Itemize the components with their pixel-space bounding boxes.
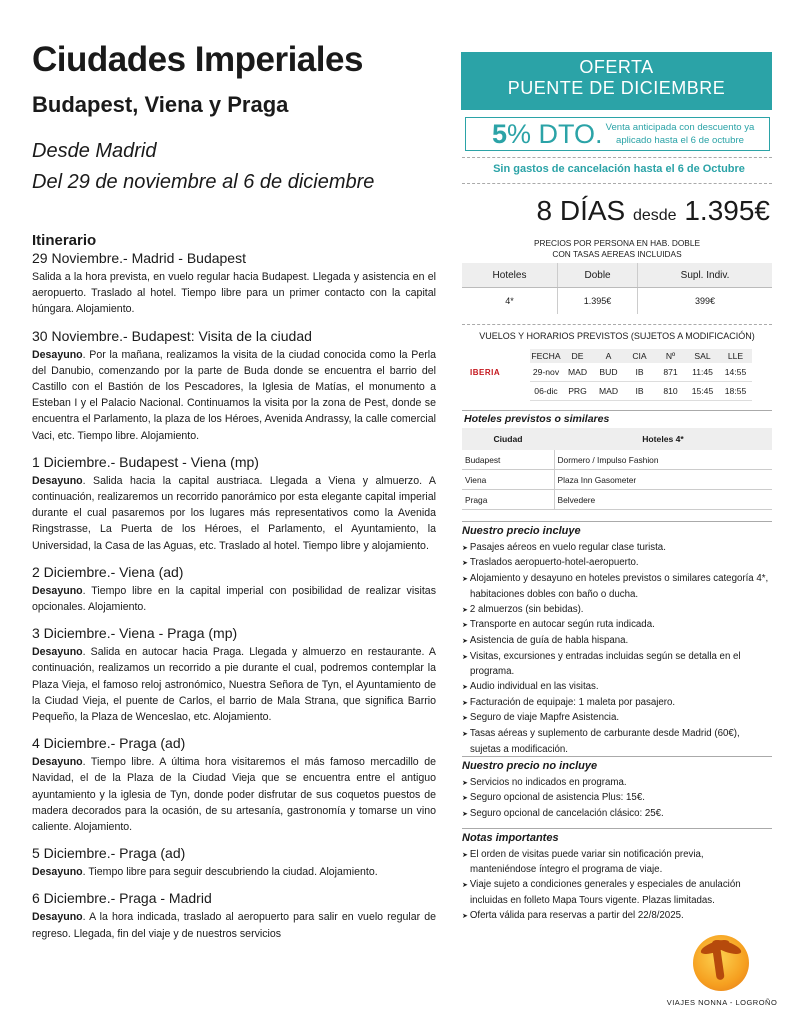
day-title: 29 Noviembre.- Madrid - Budapest xyxy=(32,250,246,266)
col-ciudad: Ciudad xyxy=(462,428,554,450)
includes-section xyxy=(462,521,772,758)
col-single: Supl. Indiv. xyxy=(638,263,772,288)
price-value: 1.395€ xyxy=(684,195,770,226)
day-title: 3 Diciembre.- Viena - Praga (mp) xyxy=(32,625,238,642)
day-title: 5 Diciembre.- Praga (ad) xyxy=(32,845,186,862)
page-subtitle: Budapest, Viena y Praga xyxy=(32,92,289,117)
excludes-title: Nuestro precio no incluye xyxy=(462,756,772,774)
day-text: Desayuno. Por la mañana, realizamos la visita de la ciudad conocida como la Perla del Danubio, comenzando por la parte de Buda donde se encuentra el barrio del Castillo con el Bastión de los Pescadores, la Iglesia de Matías, el monumento a Esteban I y el Palacio Nacional. Continuamos la visita por la zona de Pest, donde se encuentra el Parlamento, la plaza de los Héroes, Avenida Andrassy, la calle comercial Vaci, etc. Tiempo libre. Alojamiento. xyxy=(32,348,436,442)
day-text: Desayuno. Tiempo libre para seguir descubriendo la ciudad. Alojamiento. xyxy=(32,866,378,879)
day-2 xyxy=(32,328,436,444)
day-8 xyxy=(32,890,436,941)
discount-box xyxy=(465,117,770,151)
list-item: ➤ Seguro de viaje Mapfre Asistencia. xyxy=(462,711,772,727)
day-6 xyxy=(32,735,436,835)
day-title: 30 Noviembre.- Budapest: Visita de la ciudad xyxy=(32,327,312,344)
table-row: 29-nov MAD BUD IB 871 11:45 14:55 xyxy=(530,363,752,382)
flights-title: VUELOS Y HORARIOS PREVISTOS (SUJETOS A MODIFICACIÓN) xyxy=(479,331,755,341)
travel-dates: Del 29 de noviembre al 6 de diciembre xyxy=(32,171,375,193)
table-row: Viena Plaza Inn Gasometer xyxy=(462,470,772,490)
cell-double: 1.395€ xyxy=(558,288,638,315)
table-row: 06-dic PRG MAD IB 810 15:45 18:55 xyxy=(530,382,752,401)
notes-title: Notas importantes xyxy=(462,828,772,846)
agency-name: VIAJES NONNA - LOGROÑO xyxy=(666,998,778,1007)
day-text: Salida a la hora prevista, en vuelo regular hacia Budapest. Llegada y asistencia en el aeropuerto. Traslado al hotel. Tiempo libre para un primer contacto con la capital húngara. Alojamiento. xyxy=(32,271,436,316)
hotels-table xyxy=(462,428,772,510)
col-hoteles: Hoteles 4* xyxy=(554,428,772,450)
col-cia: CIA xyxy=(624,349,655,363)
day-text: Desayuno. Tiempo libre en la capital imperial con posibilidad de realizar visitas opcionales. Alojamiento. xyxy=(32,584,436,614)
list-item: ➤ Audio individual en las visitas. xyxy=(462,680,772,696)
page-title: Ciudades Imperiales xyxy=(32,40,363,79)
itinerary-heading: Itinerario xyxy=(32,232,97,249)
table-row: Praga Belvedere xyxy=(462,490,772,510)
day-7 xyxy=(32,845,436,880)
itinerary xyxy=(32,232,436,952)
day-text: Desayuno. A la hora indicada, traslado al aeropuerto para salir en vuelo regular de regreso. Llegada, fin del viaje y de nuestros servicios xyxy=(32,911,436,940)
days-count: 8 DÍAS xyxy=(536,195,626,226)
col-a: A xyxy=(593,349,624,363)
day-title: 2 Diciembre.- Viena (ad) xyxy=(32,563,184,580)
list-item: ➤ Seguro opcional de asistencia Plus: 15€. xyxy=(462,791,772,807)
list-item: ➤ Oferta válida para reservas a partir del 22/8/2025. xyxy=(462,909,772,925)
col-lle: LLE xyxy=(719,349,752,363)
list-item: ➤ Seguro opcional de cancelación clásico: 25€. xyxy=(462,807,772,823)
offer-line-2: PUENTE DE DICIEMBRE xyxy=(507,78,726,98)
includes-title: Nuestro precio incluye xyxy=(462,521,772,539)
divider xyxy=(462,410,772,411)
day-title: 1 Diciembre.- Budapest - Viena (mp) xyxy=(32,453,259,470)
cell-single: 399€ xyxy=(638,288,772,315)
list-item: ➤ Transporte en autocar según ruta indicada. xyxy=(462,618,772,634)
list-item: ➤ Asistencia de guía de habla hispana. xyxy=(462,634,772,650)
list-item: ➤ Viaje sujeto a condiciones generales y especiales de anulación incluidas en folleto Mapa Tours vigente. Plazas limitadas. xyxy=(462,878,772,908)
iberia-logo: IBERIA xyxy=(470,368,501,377)
list-item: ➤ Visitas, excursiones y entradas incluidas según se detalla en el programa. xyxy=(462,650,772,680)
hotels-title: Hoteles previstos o similares xyxy=(464,413,610,425)
divider xyxy=(462,183,772,184)
discount-note: Venta anticipada con descuento ya aplicado hasta el 6 de octubre xyxy=(605,122,755,146)
day-text: Desayuno. Tiempo libre. A última hora visitaremos el más famoso mercadillo de Navidad, el de la Plaza de la Ciudad Vieja que se encuentra entre el antiguo ayuntamiento y la iglesia de Tyn, donde poder disfrutar de sus coquetos puestos de madera decorados para la ocasión, de su artesanía, gastronomía y tomarse un vino caliente. Alojamiento. xyxy=(32,756,436,834)
discount-percent: 5% DTO. xyxy=(492,119,603,149)
cancellation-note: Sin gastos de cancelación hasta el 6 de Octubre xyxy=(493,163,745,175)
divider xyxy=(462,324,772,325)
col-fecha: FECHA xyxy=(531,351,561,361)
day-title: 6 Diciembre.- Praga - Madrid xyxy=(32,890,212,907)
col-num: Nº xyxy=(655,349,686,363)
list-item: ➤ Facturación de equipaje: 1 maleta por pasajero. xyxy=(462,696,772,712)
col-de: DE xyxy=(562,349,593,363)
day-5 xyxy=(32,625,436,725)
day-text: Desayuno. Salida en autocar hacia Praga. Llegada y almuerzo en restaurante. A continuación, realizamos un recorrido a pie durante el cual, podremos contemplar la Plaza Vieja, el famoso reloj astronómico, Nuestra Señora de Tyn, el Ayuntamiento de la Ciudad Vieja, el puente de Carlos, el barrio de Mala Strana, que significa Barrio Pequeño, la Plaza de Wenceslao, etc. Alojamiento. xyxy=(32,646,436,724)
col-hotels: Hoteles xyxy=(462,263,558,288)
day-4 xyxy=(32,564,436,615)
flights-table xyxy=(530,349,752,401)
price-headline xyxy=(462,195,770,227)
cell-category: 4* xyxy=(505,296,514,306)
price-table xyxy=(462,263,772,314)
list-item: ➤ Tasas aéreas y suplemento de carburante desde Madrid (60€), sujetas a modificación. xyxy=(462,727,772,757)
day-text: Desayuno. Salida hacia la capital austriaca. Llegada a Viena y almuerzo. A continuación, realizaremos un recorrido panorámico por esta elegante capital imperial durante el cual pasaremos por los lugares más representativos como la Avenida Ringstrasse, La Puerta de los Héroes, el Parlamento, el Ayuntamiento, la Universidad, la Casa de las Aguas, etc. Traslado al hotel. Tiempo libre y alojamiento. xyxy=(32,474,436,552)
col-sal: SAL xyxy=(686,349,719,363)
notes-section xyxy=(462,828,772,924)
departure-city: Desde Madrid xyxy=(32,140,157,162)
list-item: ➤ Alojamiento y desayuno en hoteles previstos o similares categoría 4*, habitaciones dobles con baño o ducha. xyxy=(462,572,772,602)
day-3 xyxy=(32,454,436,554)
list-item: ➤ Pasajes aéreos en vuelo regular clase turista. xyxy=(462,541,772,557)
list-item: ➤ Traslados aeropuerto-hotel-aeropuerto. xyxy=(462,556,772,572)
table-row: Budapest Dormero / Impulso Fashion xyxy=(462,450,772,470)
day-1 xyxy=(32,250,436,318)
offer-banner xyxy=(461,52,772,110)
col-double: Doble xyxy=(558,263,638,288)
excludes-section xyxy=(462,756,772,823)
price-note: PRECIOS POR PERSONA EN HAB. DOBLE CON TASAS AEREAS INCLUIDAS xyxy=(534,238,700,259)
desde-label: desde xyxy=(632,207,677,224)
list-item: ➤ El orden de visitas puede variar sin notificación previa, manteniéndose íntegro el programa de viaje. xyxy=(462,848,772,878)
list-item: ➤ 2 almuerzos (sin bebidas). xyxy=(462,603,772,619)
offer-line-1: OFERTA xyxy=(579,57,654,77)
day-title: 4 Diciembre.- Praga (ad) xyxy=(32,735,186,752)
list-item: ➤ Servicios no indicados en programa. xyxy=(462,776,772,792)
divider xyxy=(462,157,772,158)
